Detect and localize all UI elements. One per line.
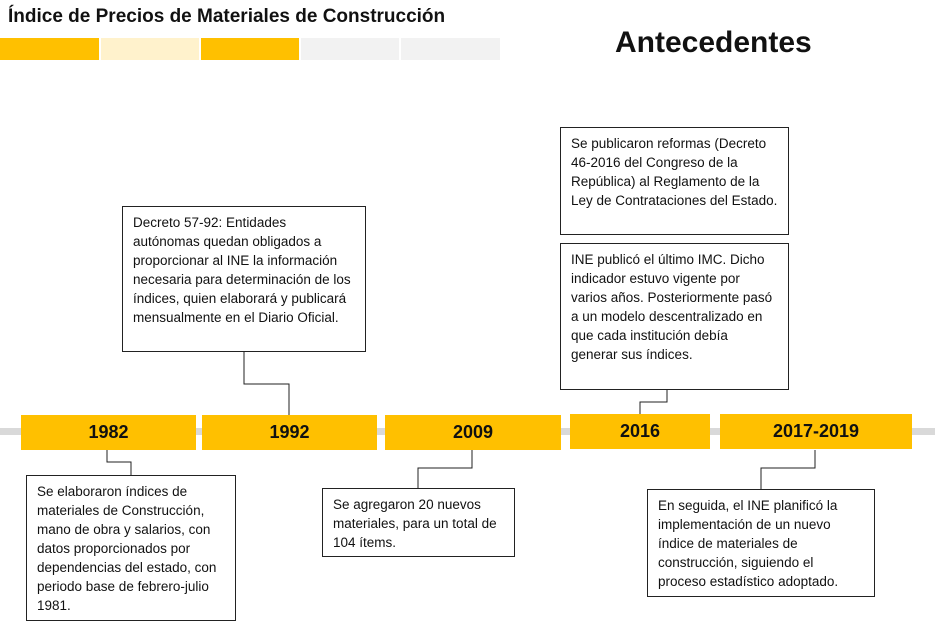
- event-text: Se elaboraron índices de materiales de Construcción, mano de obra y salarios, con datos proporcionados por dependencias del estado, con periodo base de febrero-julio 1981.: [37, 484, 217, 613]
- connector-2009: [418, 450, 472, 489]
- connector-2016: [640, 389, 667, 414]
- event-text: En seguida, el INE planificó la implementación de un nuevo índice de materiales de construcción, siguiendo el proceso estadístico adoptado.: [658, 498, 839, 589]
- event-box-1992: [122, 206, 366, 352]
- year-label: 1982: [88, 422, 129, 442]
- event-text: INE publicó el último IMC. Dicho indicador estuvo vigente por varios años. Posteriormente pasó a un modelo descentralizado en que cada institución debía generar sus índices.: [571, 252, 773, 362]
- event-text: Se agregaron 20 nuevos materiales, para un total de 104 ítems.: [333, 497, 497, 550]
- event-text: Decreto 57-92: Entidades autónomas quedan obligados a proporcionar al INE la información necesaria para determinación de los índices, quien elaborará y publicará mensualmente en el Diario Oficial.: [133, 215, 351, 325]
- section-title: Antecedentes: [615, 26, 812, 59]
- event-box-1982: [26, 475, 236, 621]
- year-label: 2009: [452, 422, 494, 442]
- connector-1982: [107, 450, 131, 476]
- event-box-2009: [322, 488, 515, 557]
- year-label: 2016: [619, 421, 661, 441]
- event-box-2016: [560, 243, 789, 390]
- year-label: 1992: [269, 422, 310, 442]
- page-title: Índice de Precios de Materiales de Construcción: [8, 6, 446, 27]
- event-text: Se publicaron reformas (Decreto 46-2016 del Congreso de la República) al Reglamento de la Ley de Contrataciones del Estado.: [571, 136, 778, 208]
- event-box-2017-2019: [647, 489, 875, 597]
- connector-2017-2019: [761, 450, 815, 490]
- connector-1992: [244, 351, 289, 415]
- event-box-2016-reformas: [560, 127, 789, 235]
- year-label: 2017-2019: [772, 421, 860, 441]
